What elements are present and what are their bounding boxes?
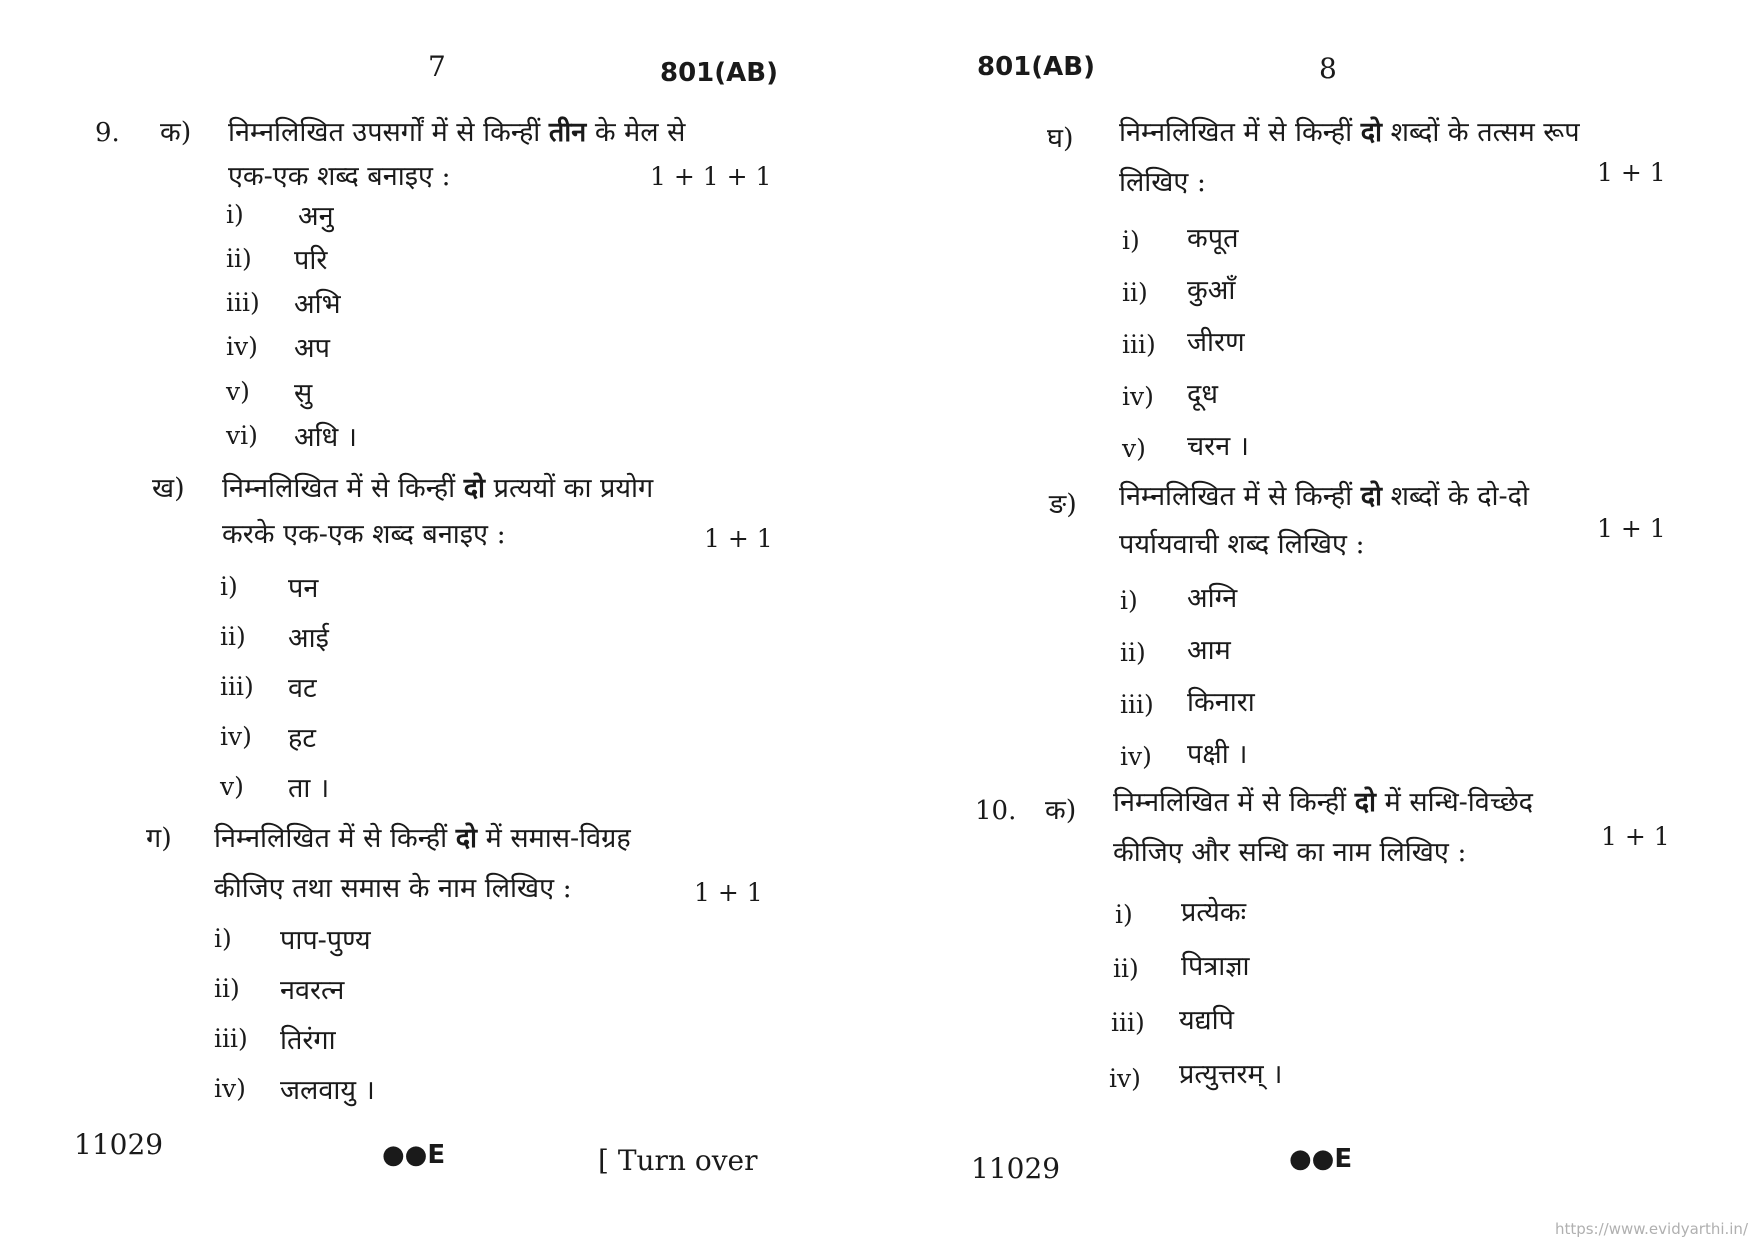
option-text: यद्यपि [1179,1005,1234,1036]
option-number: vi) [226,421,258,450]
option-text: सु [294,378,313,409]
option-number: ii) [214,974,240,1003]
option-text: प्रत्युत्तरम् । [1179,1059,1283,1090]
marks: 1 + 1 [1597,158,1666,187]
option-text: तिरंगा [280,1025,336,1056]
option-text: किनारा [1187,687,1255,718]
option-number: ii) [1122,278,1148,307]
option-text: दूध [1187,379,1218,410]
option-text: परि [294,245,328,276]
question-number: 10. [975,796,1017,826]
option-number: i) [220,572,238,601]
marks: 1 + 1 [1601,822,1670,851]
question-text: निम्नलिखित में से किन्हीं दो शब्दों के तत्सम रूप [1119,117,1580,148]
option-text: अग्नि [1187,583,1238,614]
subquestion-label: क) [1045,795,1077,826]
option-text: पित्राज्ञा [1181,951,1250,982]
option-text: अप [294,333,330,364]
question-text: करके एक-एक शब्द बनाइए : [222,519,506,550]
marks: 1 + 1 [694,878,763,907]
question-text: निम्नलिखित उपसर्गों में से किन्हीं तीन के मेल से [228,117,686,148]
subquestion-label: ग) [146,823,172,854]
turn-over: [ Turn over [598,1144,758,1177]
option-number: iv) [226,332,258,361]
page-number: 7 [428,50,446,83]
marks: 1 + 1 [704,524,773,553]
option-number: ii) [1120,638,1146,667]
question-text: निम्नलिखित में से किन्हीं दो में समास-विग्रह [214,823,631,854]
option-number: i) [1120,586,1138,615]
option-text: जीरण [1187,327,1245,358]
question-number: 9. [95,118,120,148]
option-number: iii) [1120,690,1154,719]
option-text: चरन । [1187,431,1249,462]
option-text: कपूत [1187,223,1239,254]
option-number: ii) [226,244,252,273]
option-text: नवरत्न [280,975,345,1006]
option-text: हट [288,723,316,754]
option-number: iv) [1120,742,1152,771]
paper-code: 801(AB) [660,58,778,88]
footer-mark: ●●E [382,1140,446,1170]
marks: 1 + 1 [1597,514,1666,543]
option-number: ii) [220,622,246,651]
question-text: निम्नलिखित में से किन्हीं दो प्रत्ययों का प्रयोग [222,473,654,504]
option-number: ii) [1113,954,1139,983]
watermark: https://www.evidyarthi.in/ [1554,1220,1748,1238]
option-text: पाप-पुण्य [280,925,371,956]
option-number: v) [226,377,250,406]
option-number: iv) [1122,382,1154,411]
option-text: जलवायु । [280,1075,375,1106]
question-text: पर्यायवाची शब्द लिखिए : [1119,529,1365,560]
paper-code: 801(AB) [977,52,1095,82]
option-number: iv) [1109,1064,1141,1093]
option-number: i) [1115,900,1133,929]
question-text: निम्नलिखित में से किन्हीं दो में सन्धि-विच्छेद [1113,787,1534,818]
option-text: वट [288,673,317,704]
option-text: ता । [288,773,330,804]
option-number: iii) [1111,1008,1145,1037]
option-text: पक्षी । [1187,739,1248,770]
option-number: iii) [220,672,254,701]
option-number: iv) [214,1074,246,1103]
option-number: v) [1122,434,1146,463]
option-number: v) [220,772,244,801]
option-number: i) [226,200,244,229]
option-text: अधि । [294,422,358,453]
subquestion-label: ख) [152,473,185,504]
question-text: एक-एक शब्द बनाइए : [228,161,451,192]
page-number: 8 [1319,52,1337,85]
option-text: कुआँ [1187,275,1236,306]
subquestion-label: क) [160,117,192,148]
footer-mark: ●●E [1289,1144,1353,1174]
option-text: अभि [294,289,341,320]
option-number: i) [1122,226,1140,255]
option-number: iv) [220,722,252,751]
question-text: लिखिए : [1119,167,1206,198]
footer-code: 11029 [74,1128,164,1161]
option-number: iii) [1122,330,1156,359]
question-text: कीजिए तथा समास के नाम लिखिए : [214,873,572,904]
option-number: iii) [226,288,260,317]
question-text: कीजिए और सन्धि का नाम लिखिए : [1113,837,1467,868]
right-page [877,0,1754,1241]
marks: 1 + 1 + 1 [650,162,772,191]
option-text: आम [1187,635,1231,666]
option-number: i) [214,924,232,953]
subquestion-label: घ) [1047,123,1074,154]
subquestion-label: ङ) [1049,489,1077,520]
option-text: आई [288,623,329,654]
option-number: iii) [214,1024,248,1053]
option-text: पन [288,573,319,604]
question-text: निम्नलिखित में से किन्हीं दो शब्दों के दो-दो [1119,481,1529,512]
footer-code: 11029 [971,1152,1061,1185]
option-text: अनु [298,201,334,232]
option-text: प्रत्येकः [1181,897,1247,928]
